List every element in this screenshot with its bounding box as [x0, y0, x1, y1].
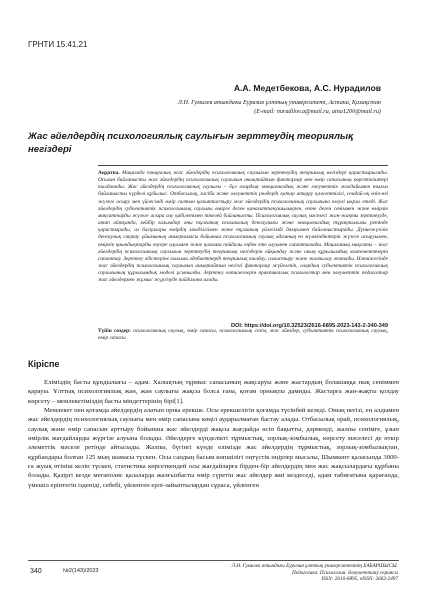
grnti-code: ГРНТИ 15.41.21	[28, 40, 88, 49]
abstract-top-rule	[98, 165, 388, 166]
journal-info	[163, 563, 398, 583]
issue-number: №2(143)/2023	[63, 568, 99, 574]
affiliation	[51, 98, 381, 116]
keywords-label: Түйін сөздер:	[98, 328, 131, 334]
page-number: 340	[30, 568, 42, 575]
footer-rule	[28, 560, 399, 561]
affiliation-email: (E-mail: nuradilov.a@mail.ru, aina1200@mail.ru)	[254, 108, 381, 115]
affiliation-university: Л.Н. Гумилев атындағы Еуразия ұлттық университеті, Астана, Қазақстан	[177, 99, 381, 106]
body-paragraph: Елімiздiң басты құндылығы – адам. Халықтың тұрмыс сапасының жақсаруы және жастардың болашаққа нық сеніммен қарауы. Ұлттық психологиялық жан, жан саулығы жақсы болса ғана, қоғам орнықты дамиды. Жастарға жан-жақты қолдау көрсету – мемлекетіміздің басты міндеттерінің бірі[1].	[28, 379, 399, 405]
section-title: Кіріспе	[28, 359, 60, 369]
journal-series: Педагогика. Психология. Әлеуметтану сериясы	[292, 569, 398, 576]
body-paragraph: Мемлекет пен қоғамда әйелдердің алатын орны ерекше. Осы ерекшелігін қоғамда түсінбей келеді. Оның негізі, ең алдымен жас әйелдердің психологиялық саулығы мен өмір сапасына көңіл аударылмаған бастау алады. Отбасылық орай, психологиялық, саулық және өмір сапасын арттыру бойынша жас әйелдерді жақсы жағдайда өсіп бақытты, дәрменді, жалпы сенімге, ұзын өмірлік жағдайларды жүргізе алуына болады. Әйелдерге күнделікті тұрмыстық, зорлық-зомбылық, көрсету мәселесі де өткір әлеметтік мәселе ретінде айтылады. Жалпы, бүгінгі күнде елімізде жас әйелдердің тұрмыстық, зорлық-зомбылықтан, құрбандары болған 125 мың шамасы түскен. Осы сандың басым көпшілігі оңтүстік өңірлер мысалы, Шымкент қаласында 3000-ға жуық өтініш келіп түскен, статистика көрсеткендей осы жағдайларға бірден-бір әйелдердің мен жас жақсылардағы құрбаны болады. Қазіргі кезде мегаполис қалаларда жалғызбасты өмір сүретін жас әйелдер жиі кездеседі, адам табиғатына қарағанда, үмешіл ерінтегін ізденіді, себебі, үйленген ерлі-зайыптылардан сұраса, үйленген	[28, 407, 399, 489]
doi-link[interactable]: DOI: https://doi.org/10.32523/2616-6895-2023-143-2-340-349	[230, 323, 388, 329]
abstract-label: Аңдатпа.	[98, 170, 120, 176]
keywords-text: психологиялық саулық, өмір сапасы, психологиялық сезім, жас әйелдер, субъективтік психологиялық саулық, өмір сапасы.	[98, 328, 388, 342]
journal-name: Л.Н. Гумилев атындағы Еуразия ұлттық университетінің ХАБАРШЫСЫ.	[231, 563, 398, 569]
abstract-block	[98, 165, 388, 362]
abstract	[98, 170, 388, 285]
article-title: Жас әйелдердің психологиялық саулығын зерттеудің теориялық негіздері	[28, 131, 353, 155]
body-text	[28, 378, 399, 490]
authors: А.А. Медетбекова, А.С. Нурадилов	[233, 83, 381, 93]
abstract-text: Мақалада пәнаралық жас әйелдердің психологиялық саулығын зерттеудің теориялық негіздері қарастырылады. Осыған байланысты жас әйелдердің психологиялық саулығын анықтайтын факторлар мен өмір сапасының көрсеткіштері талданады. Жас әйелдердің психологиялық саулығы – бұл олардың эмоционалдық және әлеуметтік жағдайымен тығыз байланысты күрделі құбылыс. Отбасылық, кәсіби және әлеуметтік рөлдерді қатар атқару қажеттілігі, сондай-ақ өзін-өзі жүзеге асыру мен үйлесімді өмір салтын қалыптастыру жас әйелдердің психологиялық саулығына елеулі ықпал етеді. Жас әйелдердің субъективтік психологиялық саулығы өмірге деген қанағаттанушылықпен, өзіне деген сеніммен және өмірлік мақсаттарды жүзеге асыра алу қабілетімен тікелей байланысты. Психологиялық саулық мәселесі жан-жақты зерттелуде, атап айтқанда, кейбір ғалымдар оны тұлғаның психикалық денсаулығы және эмоционалдық тұрақтылығы ретінде қарастырады, ал басқалары өмірдің мәнділігімен және тұлғаның үйлесімді дамуымен байланыстырады. Дүниежүзілік денсаулық сақтау ұйымының анықтамасы бойынша психологиялық саулық адамның өз мүмкіндіктерін жүзеге асыруымен, өмірлік қиындықтарды еңсере алуымен және қоғамға пайдалы еңбек ете алуымен сипатталады. Мақаланың мақсаты – жас әйелдердің психологиялық саулығын зерттеудің теориялық негіздерін айқындау және оның құрылымдық компоненттерін сипаттау. Зерттеу әдістеріне ғылыми әдебиеттерді теориялық талдау, салыстыру және жалпылау жатады. Нәтижесінде жас әйелдердің психологиялық саулығын анықтайтын негізгі факторлар жүйеленіп, олардың субъективтік психологиялық саулығының құрылымдық моделі ұсынылды. Зерттеу нәтижелерін практикалық психологтар мен әлеуметтік педагогтар жас әйелдермен жұмыс жүргізуде пайдалана алады.	[98, 170, 388, 284]
keywords	[98, 328, 388, 342]
journal-issn: ISSN: 2616-6895, eISSN: 2663-2497	[321, 576, 398, 583]
